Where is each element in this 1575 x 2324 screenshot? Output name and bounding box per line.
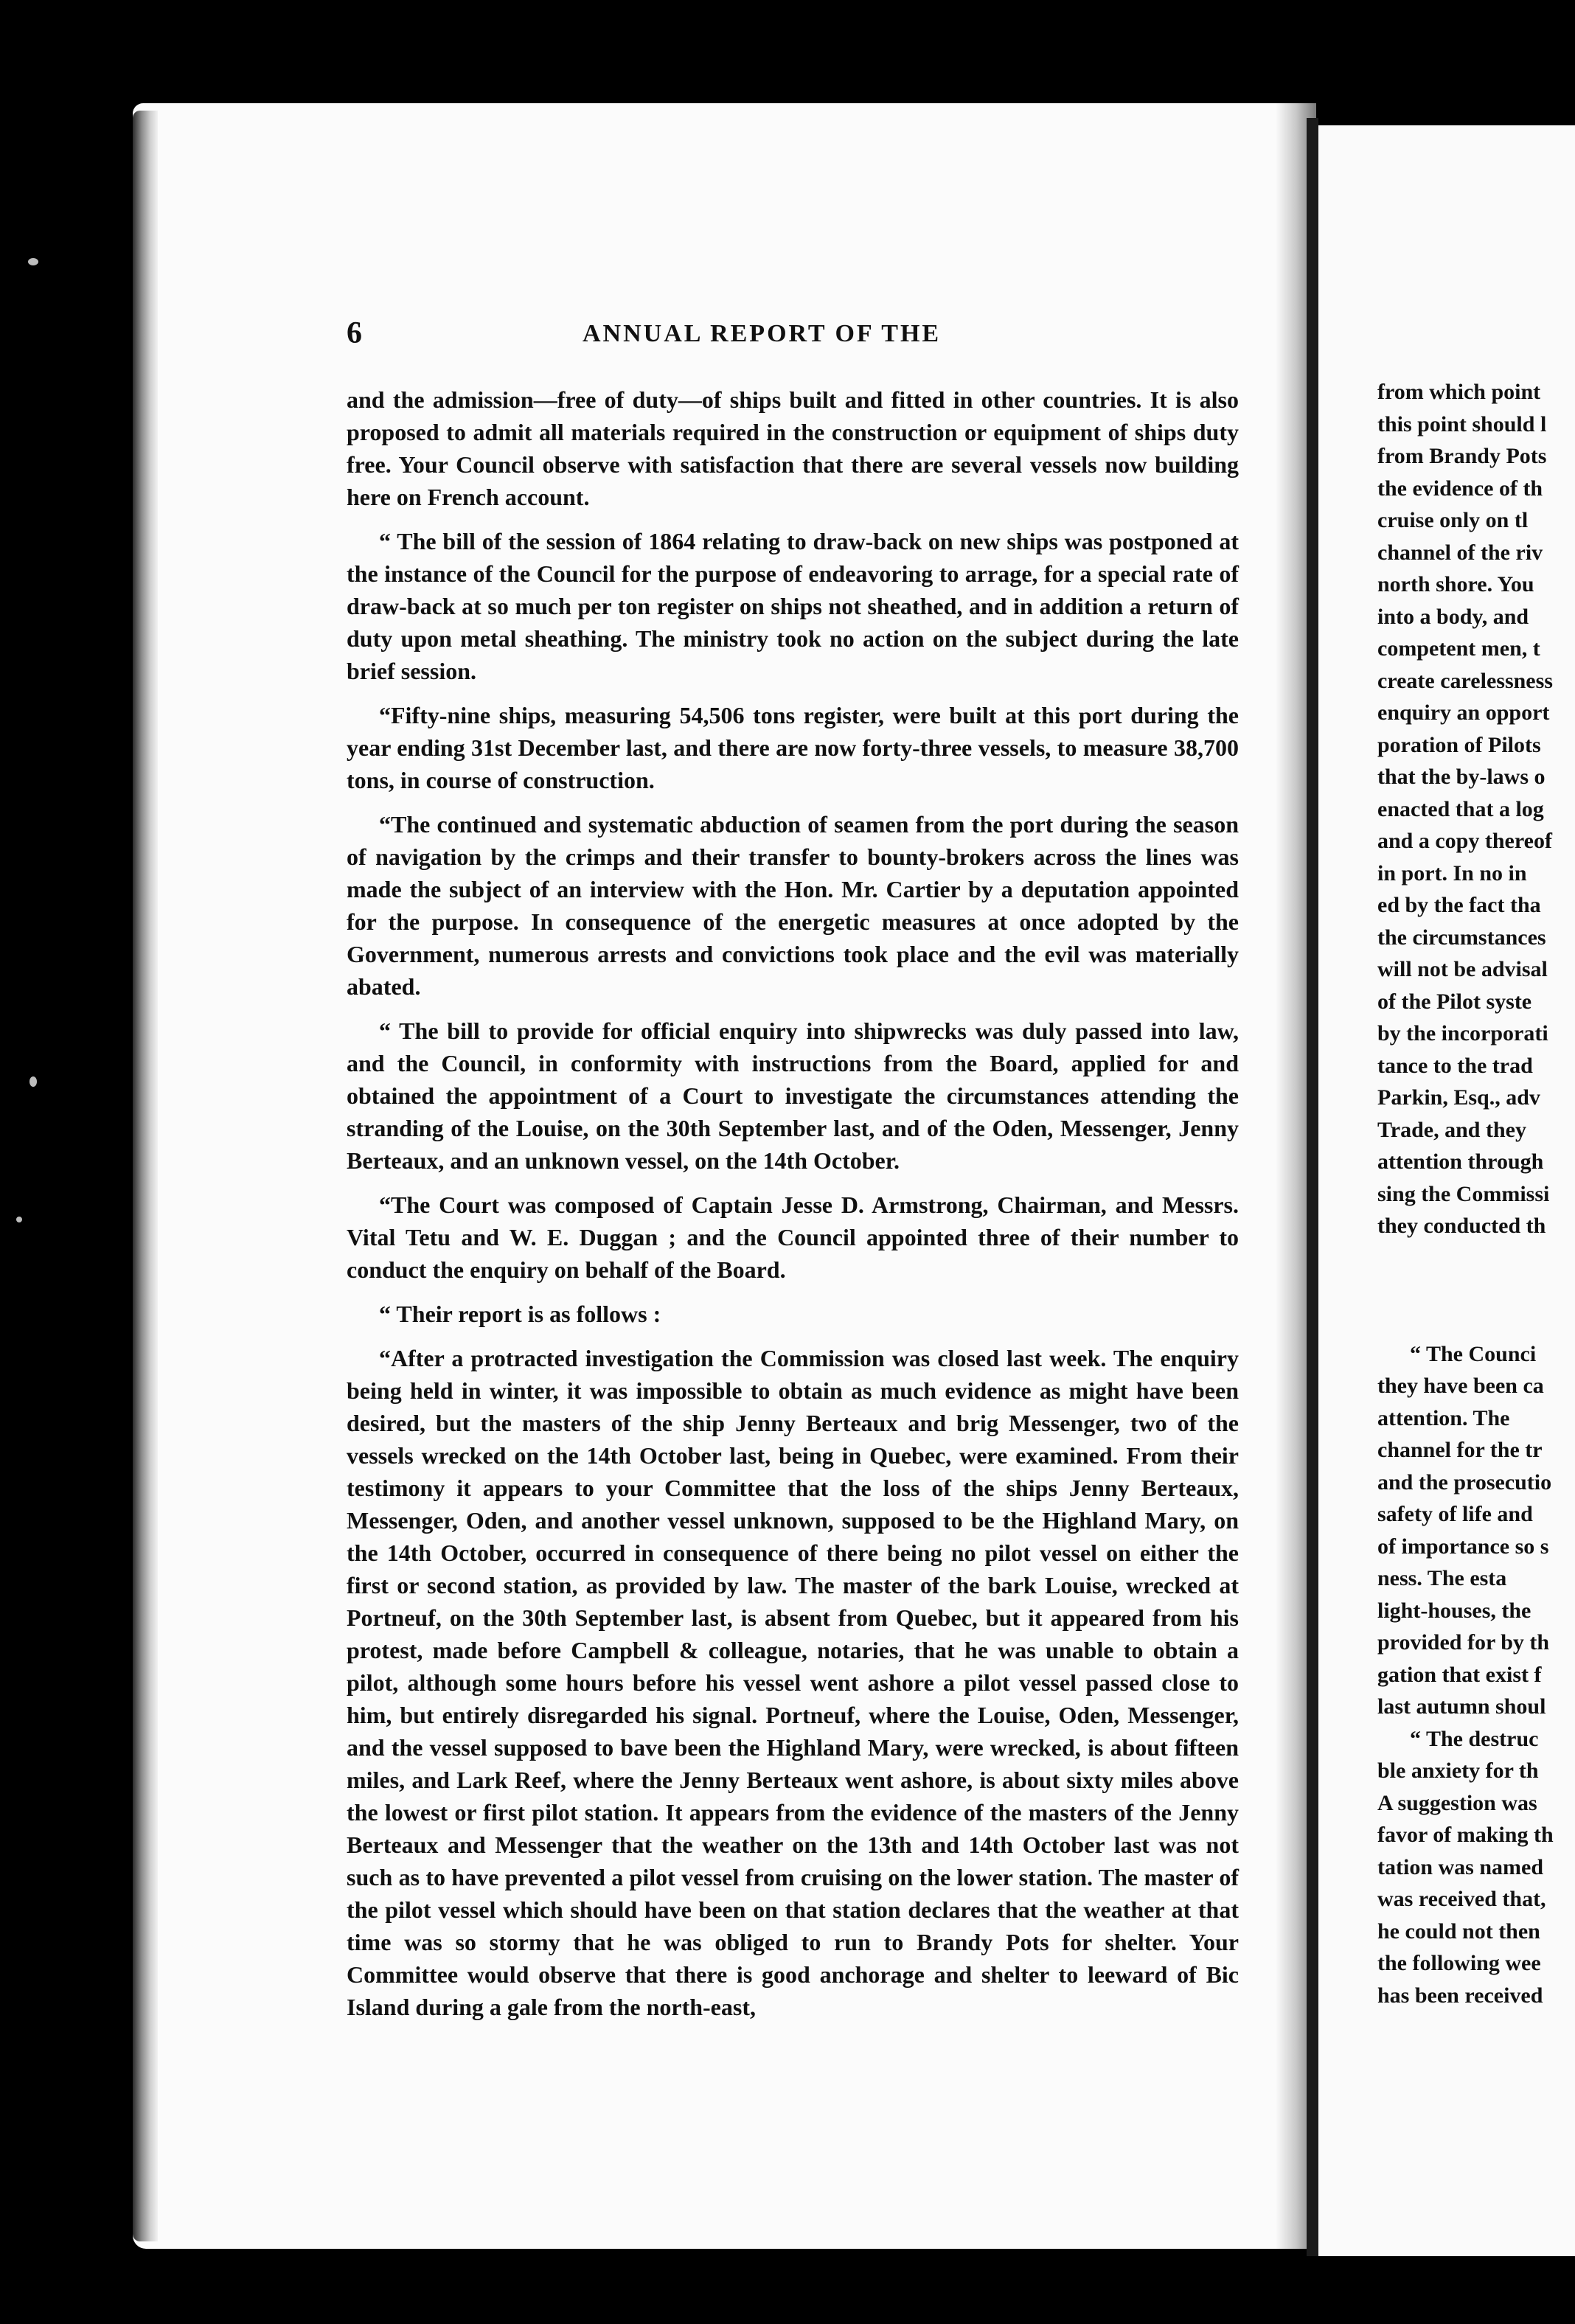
text-line: sing the Commissi <box>1377 1181 1550 1206</box>
text-line: create carelessness <box>1377 668 1553 693</box>
text-line: from which point <box>1377 380 1541 404</box>
text-line: the evidence of th <box>1377 476 1543 501</box>
paragraph: and the admission—free of duty—of ships built and fitted in other countries. It is also proposed to admit all materials required in the construction or equipment of ships duty free. Your Council observe with satisfaction that there are several vessels now building here on French account. <box>347 386 1239 510</box>
text-line: from Brandy Pots <box>1377 444 1547 468</box>
right-page-text-column <box>1377 376 1575 2011</box>
text-line: has been received <box>1377 1983 1543 2008</box>
text-line: of importance so s <box>1377 1534 1549 1559</box>
text-line: ed by the fact tha <box>1377 893 1541 917</box>
paragraph: “After a protracted investigation the Commission was closed last week. The enquiry being held in winter, it was impossible to obtain as much evidence as might have been desired, but the masters of the ship Jenny Berteaux and brig Messenger, two of the vessels wrecked on the 14th October last, being in Quebec, were examined. From their testimony it appears to your Committee that the loss of the ships Jenny Berteaux, Messenger, Oden, and another vessel unknown, supposed to be the Highland Mary, on the 14th October, occurred in consequence of there being no pilot vessel on either the first or second station, as provided by law. The master of the bark Louise, wrecked at Portneuf, on the 30th September last, is absent from Quebec, but it appeared from his protest, made before Campbell & colleague, notaries, that he was unable to obtain a pilot, although some hours before his vessel went ashore a pilot vessel passed close to him, but entirely disregarded his signal. Portneuf, where the Louise, Oden, Messenger, and the vessel supposed to bave been the Highland Mary, were wrecked, is about fifteen miles, and Lark Reef, where the Jenny Berteaux went ashore, is about sixty miles above the lowest or first pilot station. It appears from the evidence of the masters of the Jenny Berteaux and Messenger that the weather on the 13th and 14th October last was not such as to have prevented a pilot vessel from cruising on the lower station. The master of the pilot vessel which should have been on that station declares that the weather at that time was so stormy that he was obliged to run to Brandy Pots for shelter. Your Committee would observe that there is good anchorage and shelter to leeward of Bic Island during a gale from the north-east, <box>347 1345 1239 2020</box>
text-line: last autumn shoul <box>1377 1694 1546 1719</box>
text-line: gation that exist f <box>1377 1662 1542 1687</box>
text-line: they conducted th <box>1377 1214 1546 1238</box>
paragraph: “ The bill to provide for official enquiry into shipwrecks was duly passed into law, and the Council, in conformity with instructions from the Board, applied for and obtained the appointment of a Court to investigate the circumstances attending the stranding of the Louise, on the 30th September last, and of the Oden, Messenger, Jenny Berteaux, and an unknown vessel, on the 14th October. <box>347 1017 1239 1174</box>
text-line: will not be advisal <box>1377 957 1548 981</box>
text-line: “ The Counci <box>1410 1341 1537 1366</box>
scan-speck <box>29 1076 37 1087</box>
text-line: ble anxiety for th <box>1377 1758 1539 1783</box>
text-line: enacted that a log <box>1377 796 1544 821</box>
text-line: Trade, and they <box>1377 1117 1526 1142</box>
text-line: light-houses, the <box>1377 1598 1531 1623</box>
text-line: tation was named <box>1377 1854 1544 1879</box>
text-line: Parkin, Esq., adv <box>1377 1085 1540 1110</box>
text-line: they have been ca <box>1377 1374 1544 1398</box>
text-line: provided for by th <box>1377 1630 1550 1655</box>
paragraph: “The Court was composed of Captain Jesse D. Armstrong, Chairman, and Messrs. Vital Tetu and W. E. Duggan ; and the Council appointed three of their number to conduct the enquiry on behalf of the Board. <box>347 1191 1239 1283</box>
text-line: poration of Pilots <box>1377 732 1541 757</box>
paragraph: “The continued and systematic abduction of seamen from the port during the season of navigation by the crimps and their transfer to bounty-brokers across the lines was made the subject of an interview with the Hon. Mr. Cartier by a deputation appointed for the purpose. In consequence of the energetic measures at once adopted by the Government, numerous arrests and convictions took place and the evil was materially abated. <box>347 811 1239 1000</box>
text-line: ness. The esta <box>1377 1566 1507 1590</box>
text-line: attention. The <box>1377 1405 1510 1430</box>
paragraph: “ The bill of the session of 1864 relating to draw-back on new ships was postponed at the instance of the Council for the purpose of endeavoring to arrage, for a special rate of draw-back at so much per ton register on ships not sheathed, and in addition a return of duty upon metal sheathing. The ministry took no action on the subject during the late brief session. <box>347 528 1239 684</box>
text-line: “ The destruc <box>1410 1726 1539 1751</box>
text-line: by the incorporati <box>1377 1021 1548 1046</box>
text-line: tance to the trad <box>1377 1053 1533 1078</box>
left-page-text-column <box>347 383 1239 2035</box>
text-line: favor of making th <box>1377 1823 1554 1847</box>
left-page-edge <box>133 111 158 2241</box>
text-line: the following wee <box>1377 1951 1541 1975</box>
text-line: A suggestion was <box>1377 1790 1537 1815</box>
text-line: he could not then <box>1377 1918 1540 1944</box>
text-line: was received that, <box>1377 1887 1546 1911</box>
text-line: in port. In no in <box>1377 860 1527 886</box>
text-line: into a body, and <box>1377 604 1529 629</box>
text-line: north shore. You <box>1377 572 1534 596</box>
text-line: channel of the riv <box>1377 540 1543 565</box>
text-line: competent men, t <box>1377 636 1540 661</box>
page-number: 6 <box>347 316 362 350</box>
paragraph-gap <box>1377 1242 1575 1338</box>
scan-speck <box>16 1217 22 1222</box>
text-line: attention through <box>1377 1149 1544 1174</box>
book-spine <box>1307 118 1318 2256</box>
text-line: and a copy thereof <box>1377 829 1552 853</box>
text-line: the circumstances <box>1377 925 1546 950</box>
text-line: channel for the tr <box>1377 1438 1543 1462</box>
paragraph: “ Their report is as follows : <box>379 1301 661 1327</box>
text-line: cruise only on tl <box>1377 508 1529 532</box>
text-line: enquiry an opport <box>1377 700 1550 725</box>
running-head: ANNUAL REPORT OF THE <box>583 320 942 347</box>
text-line: of the Pilot syste <box>1377 989 1532 1014</box>
paragraph: “Fifty-nine ships, measuring 54,506 tons register, were built at this port during the year ending 31st December last, and there are now forty-three vessels, to measure 38,700 tons, in course of construction. <box>347 702 1239 793</box>
text-line: safety of life and <box>1377 1502 1533 1526</box>
text-line: that the by-laws o <box>1377 765 1546 789</box>
text-line: and the prosecutio <box>1377 1469 1552 1495</box>
scan-speck <box>28 258 38 265</box>
text-line: this point should l <box>1377 411 1547 436</box>
